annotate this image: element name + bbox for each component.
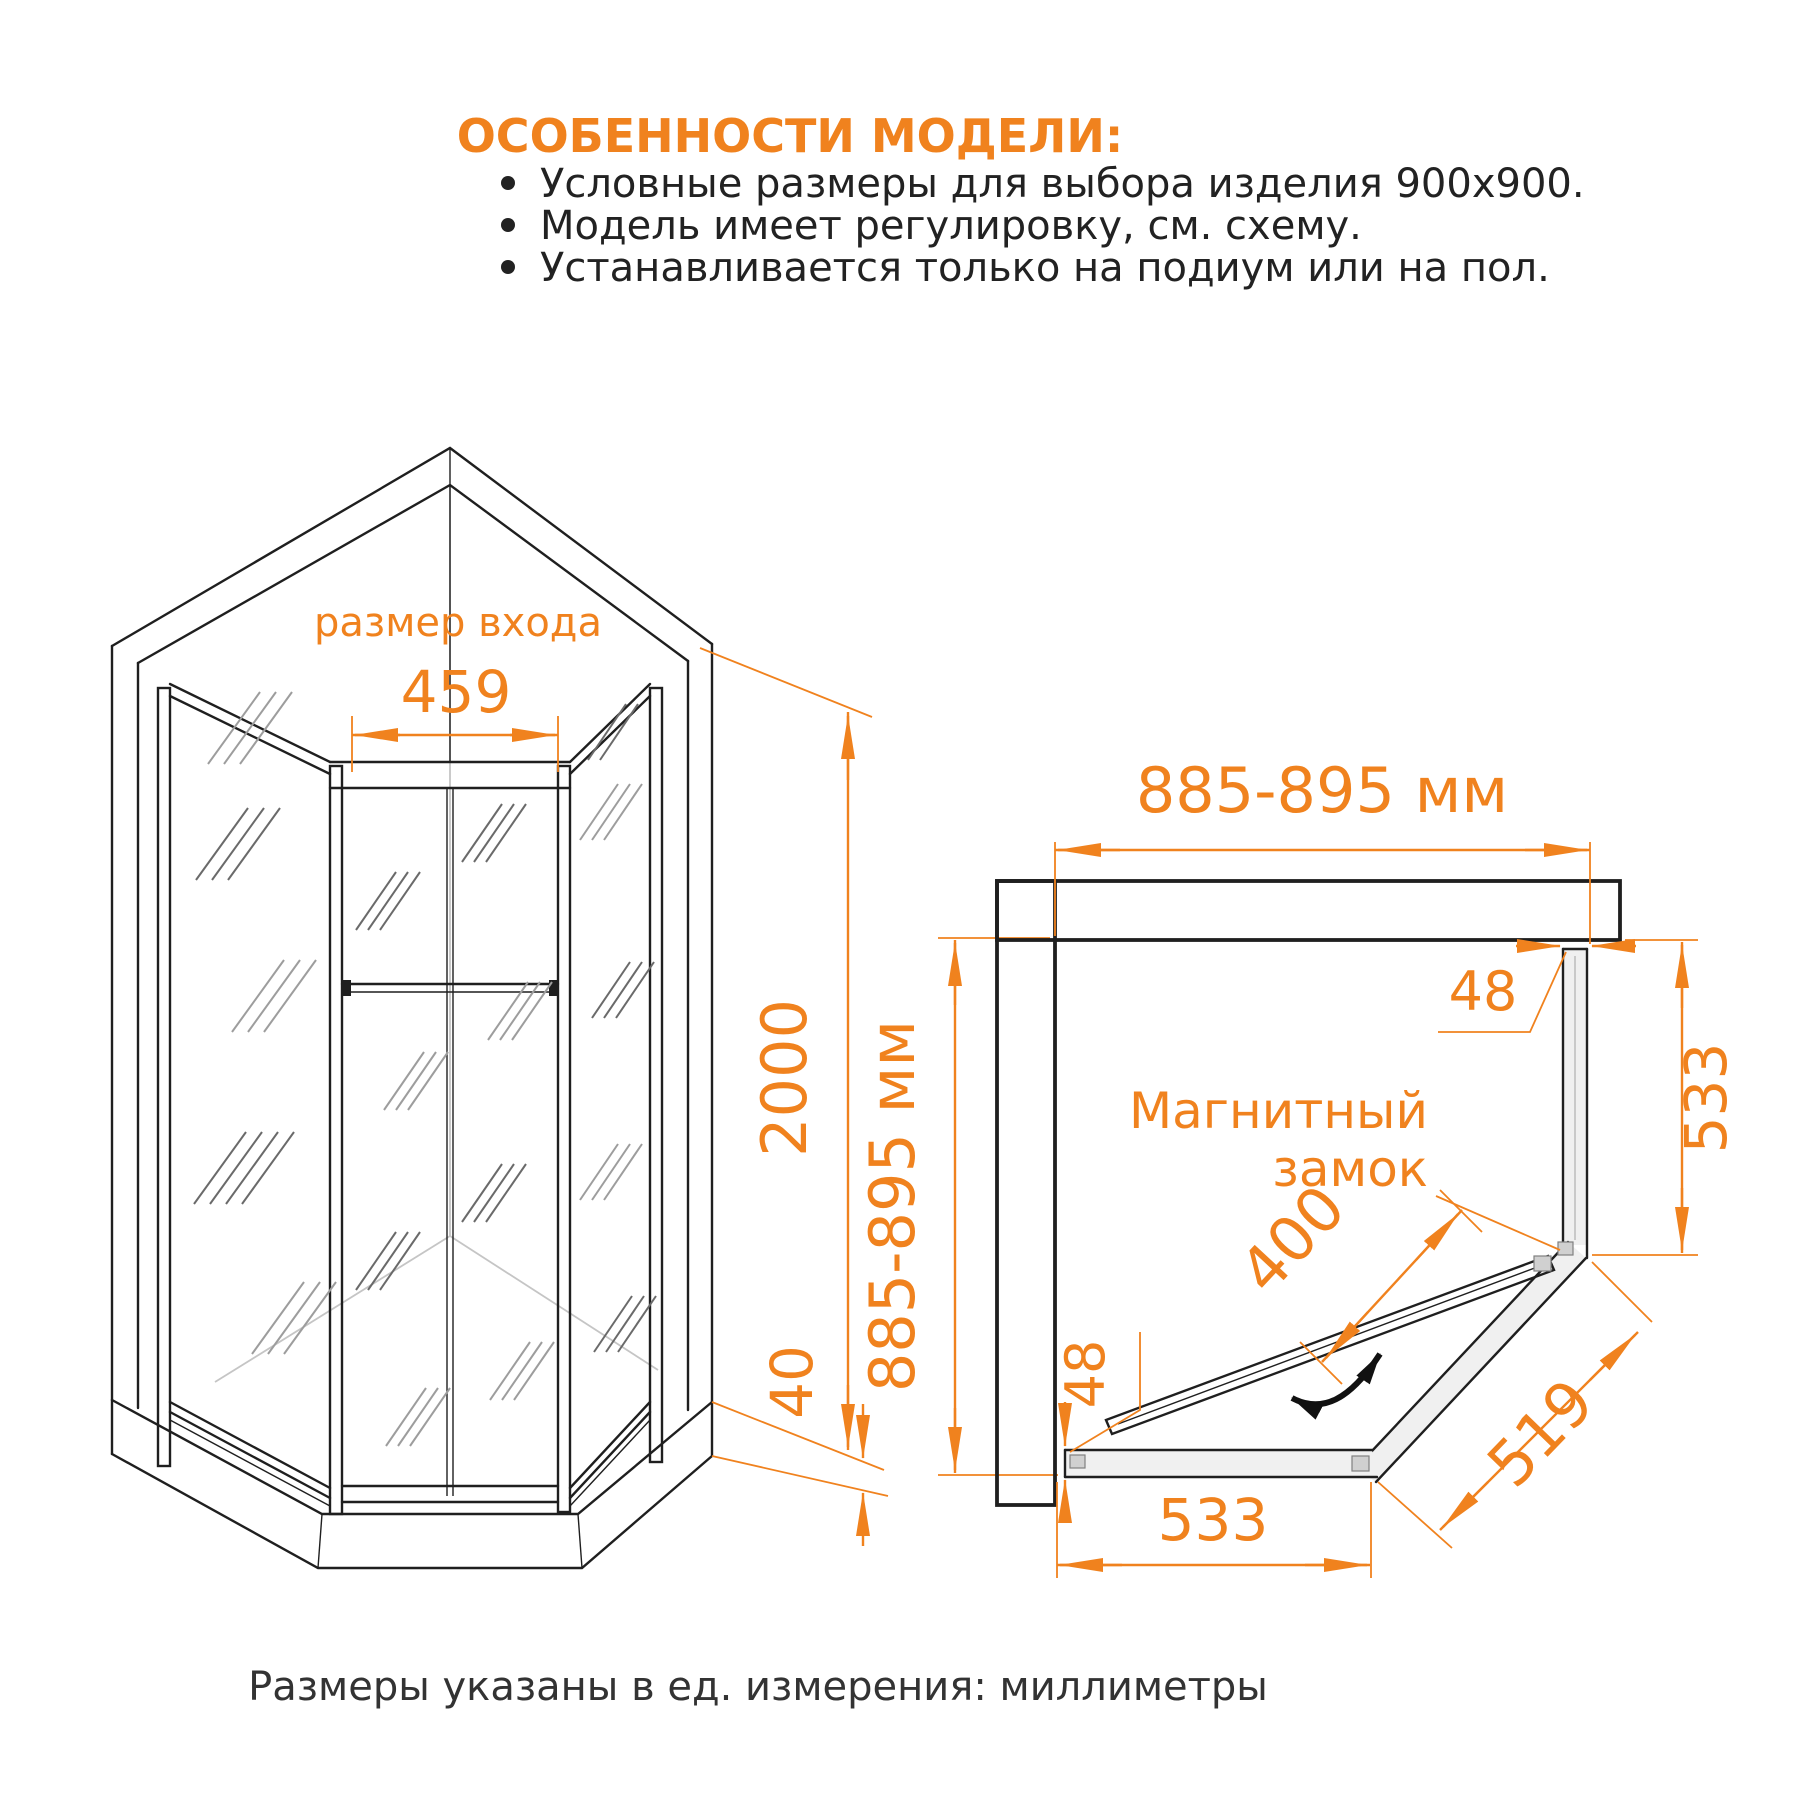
profile-width-left-dim: 48 bbox=[1054, 1339, 1117, 1409]
plan-left-wall bbox=[997, 881, 1055, 1505]
plan-right-glass bbox=[1563, 949, 1587, 1258]
glass-hatching bbox=[194, 692, 656, 1446]
magnetic-lock-label-line1: Магнитный bbox=[1128, 1082, 1428, 1140]
plan-width-dim: 885-895 мм bbox=[1135, 754, 1509, 827]
feature-item-1: Условные размеры для выбора изделия 900x900. bbox=[540, 161, 1585, 207]
footer bbox=[248, 1664, 1268, 1710]
profile-width-top-dim: 48 bbox=[1448, 960, 1518, 1023]
bullet-dot bbox=[501, 218, 515, 232]
entrance-size-label: размер входа bbox=[314, 600, 602, 646]
roller bbox=[1534, 1256, 1551, 1271]
plan-bottom-glass bbox=[1065, 1450, 1377, 1477]
magnetic-lock-fitting bbox=[1558, 1242, 1573, 1255]
iso-dimensions bbox=[314, 600, 1058, 1546]
bullet-dot bbox=[501, 176, 515, 190]
bullet-dot bbox=[501, 260, 515, 274]
roller bbox=[1352, 1456, 1369, 1471]
feature-item-3: Устанавливается только на подиум или на пол. bbox=[540, 245, 1550, 291]
roller bbox=[1070, 1455, 1085, 1468]
plan-top-wall bbox=[997, 881, 1620, 940]
height-dim: 2000 bbox=[748, 999, 821, 1157]
feature-item-2: Модель имеет регулировку, см. схему. bbox=[540, 203, 1362, 249]
side-right-dim: 533 bbox=[1672, 1042, 1740, 1154]
tray-height-dim: 40 bbox=[758, 1345, 826, 1419]
towel-bar-bracket bbox=[342, 980, 351, 996]
door-diagonal-dim: 519 bbox=[1473, 1365, 1608, 1501]
magnetic-lock-label-line2: замок bbox=[1272, 1140, 1428, 1198]
header bbox=[457, 109, 1585, 291]
plan-view bbox=[997, 754, 1740, 1578]
features-title: ОСОБЕННОСТИ МОДЕЛИ: bbox=[456, 109, 1124, 163]
door-opening-dim: 400 bbox=[1225, 1171, 1360, 1308]
side-bottom-dim: 533 bbox=[1157, 1486, 1269, 1554]
units-note: Размеры указаны в ед. измерения: миллиметры bbox=[248, 1664, 1268, 1710]
depth-dim: 885-895 мм bbox=[856, 1019, 929, 1393]
entrance-width-dim: 459 bbox=[400, 658, 512, 726]
towel-bar-bracket bbox=[549, 980, 558, 996]
enclosure-walls bbox=[112, 448, 712, 1410]
iso-view bbox=[112, 448, 1058, 1568]
